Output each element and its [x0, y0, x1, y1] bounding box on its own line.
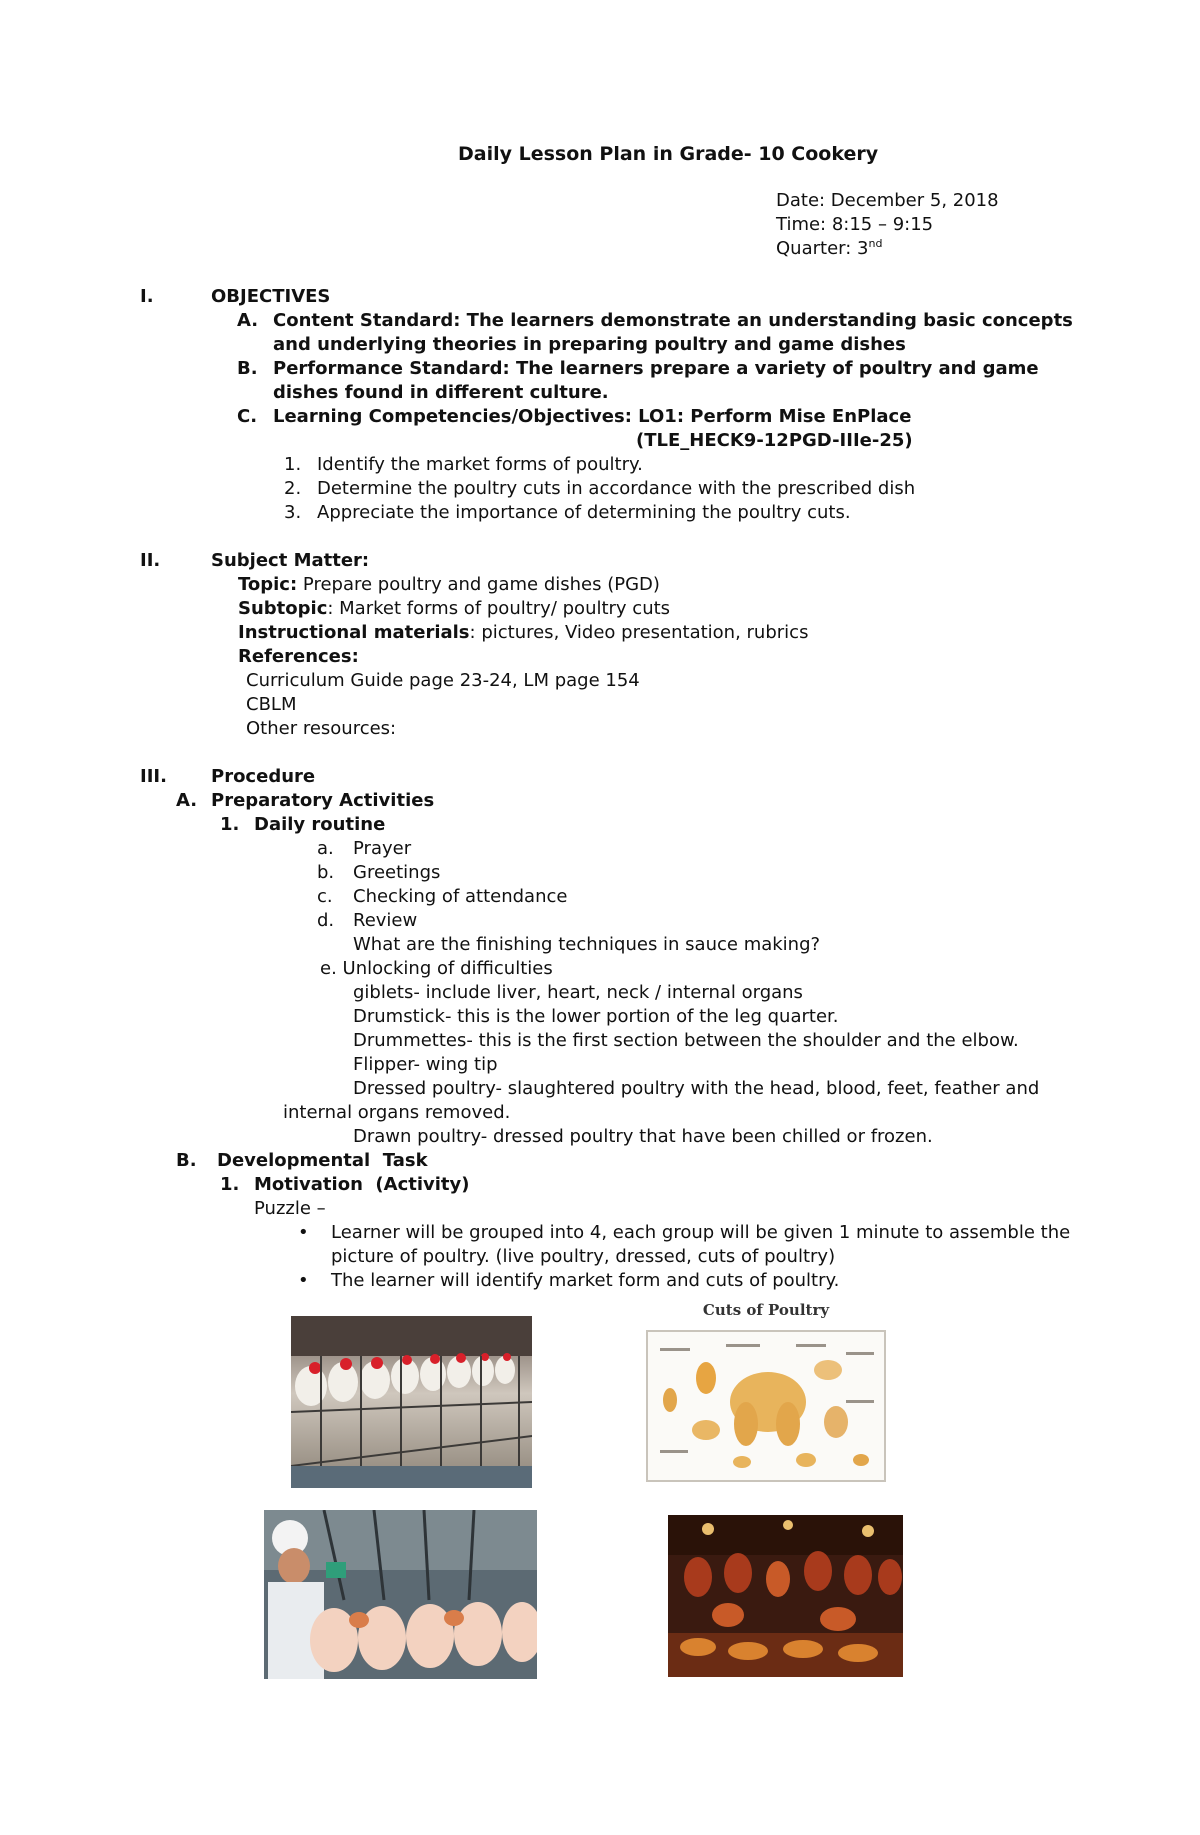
developmental-task-heading: Developmental Task: [217, 1150, 428, 1171]
routine-number: 1.: [220, 814, 240, 835]
routine-letter: d.: [317, 910, 335, 931]
dressed-poultry-processing-photo: [264, 1510, 537, 1679]
references-label: References:: [238, 646, 359, 667]
puzzle-label: Puzzle –: [254, 1198, 326, 1219]
term-definition: Drummettes- this is the first section between the shoulder and the elbow.: [353, 1030, 1019, 1051]
reference-item: Other resources:: [246, 718, 397, 739]
unlocking-difficulties: e. Unlocking of difficulties: [320, 958, 553, 979]
subject-matter-heading: Subject Matter:: [211, 550, 370, 571]
objective-item-number: 1.: [284, 454, 302, 475]
routine-letter: a.: [317, 838, 334, 859]
term-definition: Drumstick- this is the lower portion of the leg quarter.: [353, 1006, 839, 1027]
routine-item: Checking of attendance: [353, 886, 568, 907]
quarter-text: Quarter: 3: [776, 238, 869, 259]
reference-item: CBLM: [246, 694, 297, 715]
topic-value: Prepare poultry and game dishes (PGD): [297, 574, 660, 595]
motivation-heading: Motivation (Activity): [254, 1174, 470, 1195]
routine-letter: b.: [317, 862, 335, 883]
objective-item: Appreciate the importance of determining the poultry cuts.: [317, 502, 851, 523]
learning-competencies-line1: Learning Competencies/Objectives: LO1: Perform Mise EnPlace: [273, 406, 912, 427]
performance-standard-line1: Performance Standard: The learners prepare a variety of poultry and game: [273, 358, 1039, 379]
quarter-line: [776, 237, 882, 261]
routine-item: Review: [353, 910, 418, 931]
routine-item: Prayer: [353, 838, 412, 859]
subtopic-label: Subtopic: [238, 598, 328, 619]
term-definition: giblets- include liver, heart, neck / internal organs: [353, 982, 803, 1003]
objective-item: Determine the poultry cuts in accordance with the prescribed dish: [317, 478, 916, 499]
live-poultry-image: [291, 1316, 532, 1488]
processing-line-image: [264, 1510, 537, 1679]
routine-item: Greetings: [353, 862, 441, 883]
market-stall-image: [668, 1515, 903, 1677]
objective-letter-c: C.: [237, 406, 258, 427]
routine-letter: c.: [317, 886, 333, 907]
date-line: Date: December 5, 2018: [776, 190, 999, 211]
cuts-chart-title: Cuts of Poultry: [702, 1301, 830, 1319]
motivation-number: 1.: [220, 1174, 240, 1195]
materials-value: : pictures, Video presentation, rubrics: [469, 622, 809, 643]
content-standard-line1: Content Standard: The learners demonstrate an understanding basic concepts: [273, 310, 1073, 331]
topic-label: Topic:: [238, 574, 298, 595]
term-definition: Flipper- wing tip: [353, 1054, 498, 1075]
activity-bullet-line1: Learner will be grouped into 4, each group will be given 1 minute to assemble the: [331, 1222, 1071, 1243]
quarter-superscript: nd: [868, 237, 883, 250]
live-poultry-photo: [291, 1316, 532, 1488]
bullet-icon: •: [298, 1270, 309, 1291]
section-number-iii: III.: [140, 766, 167, 787]
procedure-letter-b: B.: [176, 1150, 197, 1171]
procedure-heading: Procedure: [211, 766, 316, 787]
section-number-i: I.: [140, 286, 154, 307]
objective-item: Identify the market forms of poultry.: [317, 454, 643, 475]
subtopic-value: : Market forms of poultry/ poultry cuts: [327, 598, 671, 619]
daily-routine-heading: Daily routine: [254, 814, 386, 835]
page-title: Daily Lesson Plan in Grade- 10 Cookery: [458, 143, 879, 165]
bullet-icon: •: [298, 1222, 309, 1243]
procedure-letter-a: A.: [176, 790, 198, 811]
competency-code: (TLE_HECK9-12PGD-IIIe-25): [636, 430, 913, 451]
objective-letter-a: A.: [237, 310, 259, 331]
activity-bullet: The learner will identify market form and cuts of poultry.: [331, 1270, 840, 1291]
term-definition: Drawn poultry- dressed poultry that have been chilled or frozen.: [353, 1126, 933, 1147]
cuts-of-poultry-chart: [642, 1300, 890, 1485]
content-standard-line2: and underlying theories in preparing poultry and game dishes: [273, 334, 906, 355]
materials-label: Instructional materials: [238, 622, 470, 643]
objectives-heading: OBJECTIVES: [211, 286, 331, 307]
subtopic-line: [238, 597, 670, 621]
topic-line: [238, 573, 660, 597]
reference-item: Curriculum Guide page 23-24, LM page 154: [246, 670, 640, 691]
term-definition: Dressed poultry- slaughtered poultry with the head, blood, feet, feather and: [353, 1078, 1040, 1099]
performance-standard-line2: dishes found in different culture.: [273, 382, 609, 403]
term-definition-continued: internal organs removed.: [283, 1102, 511, 1123]
objective-item-number: 3.: [284, 502, 302, 523]
objective-letter-b: B.: [237, 358, 258, 379]
section-number-ii: II.: [140, 550, 161, 571]
preparatory-activities-heading: Preparatory Activities: [211, 790, 435, 811]
review-question: What are the finishing techniques in sauce making?: [353, 934, 821, 955]
activity-bullet-line2: picture of poultry. (live poultry, dressed, cuts of poultry): [331, 1246, 836, 1267]
market-stall-photo: [668, 1515, 903, 1677]
materials-line: [238, 621, 808, 645]
cuts-diagram: [646, 1330, 886, 1482]
time-line: Time: 8:15 – 9:15: [776, 214, 934, 235]
objective-item-number: 2.: [284, 478, 302, 499]
